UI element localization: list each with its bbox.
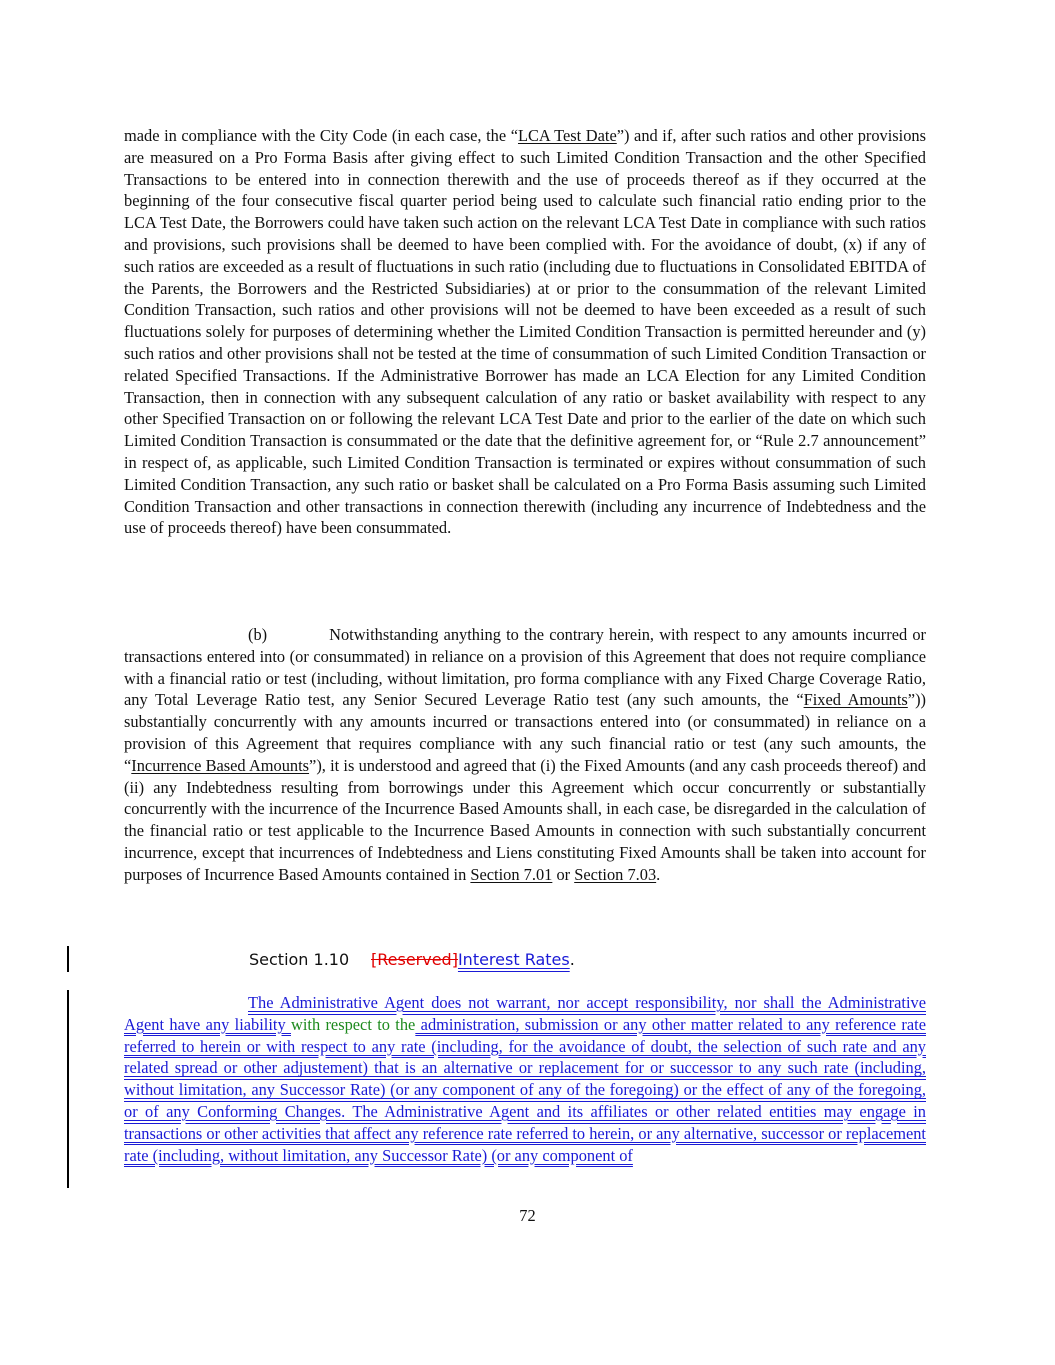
clause-label: (b) <box>248 625 268 644</box>
section-reference-7-03: Section 7.03 <box>574 864 657 884</box>
text-run: . <box>656 864 661 884</box>
inserted-text: administration, submission or any other matter related to any reference rate referred to herein or with respect to any rate (including, for the avoidance of doubt, the selection of such rate and any related spread or other adjustement) that is an alternative or replacement for or successor to any such rate (including, without limitation, any Successor Rate) (or any component of any of the foregoing) or the effect of any of the foregoing, or of any Conforming Changes. The Administrative Agent and its affiliates or other related entities may engage in transactions or other activities that affect any reference rate referred to herein, or any alternative, successor or replacement rate (including, without limitation, any Successor Rate) (or any component of <box>124 1014 926 1165</box>
text-run: Notwithstanding anything to the contrary herein, with respect to any amounts incurred or transactions entered into (or consummated) in reliance on a provision of this Agreement that does not require compliance with a financial ratio or test (including, without limitation, pro forma compliance with any Fixed Charge Coverage Ratio, any Total Leverage Ratio test, any Senior Secured Leverage Ratio test (any such amounts, the “ <box>124 625 926 710</box>
section-reference-7-01: Section 7.01 <box>470 864 553 884</box>
paragraph-lca-test-date <box>124 125 926 539</box>
section-number: Section 1.10 <box>249 950 350 969</box>
page-number: 72 <box>519 1206 536 1225</box>
defined-term-fixed-amounts: Fixed Amounts <box>803 690 908 710</box>
text-run: ”)) substantially concurrently with any amounts incurred or transactions entered into (or consummated) in reliance on a provision of this Agreement that requires compliance with any such financial ratio or test (any such amounts, the “ <box>124 690 926 775</box>
text-run: or <box>552 864 575 884</box>
text-run: ”), it is understood and agreed that (i) the Fixed Amounts (and any cash proceeds thereof) and (ii) any Indebtedness resulting from borrowings under this Agreement which occur concurrently or substantially concurrently with the incurrence of the Incurrence Based Amounts shall, in each case, be disregarded in the calculation of the financial ratio or test applicable to the Incurrence Based Amounts in connection with such substantially concurrent incurrence, except that incurrences of Indebtedness and Liens constituting Fixed Amounts shall be taken into account for purposes of Incurrence Based Amounts contained in <box>124 755 926 884</box>
paragraph-text <box>124 125 926 539</box>
text-run: ”) and if, after such ratios and other provisions are measured on a Pro Forma Basis after giving effect to such Limited Condition Transaction and the other Specified Transactions to be entered into in connection therewith and the use of proceeds thereof as if they occurred at the beginning of the four consecutive fiscal quarter period being used to calculate such financial ratio ending prior to the LCA Test Date, the Borrowers could have taken such action on the relevant LCA Test Date in compliance with such ratios and provisions, such provisions shall be deemed to have been complied with. For the avoidance of doubt, (x) if any of such ratios are exceeded as a result of fluctuations in such ratio (including due to fluctuations in Consolidated EBITDA of the Parents, the Borrowers and the Restricted Subsidiaries) at or prior to the consummation of the relevant Limited Condition Transaction, such ratios and other provisions will not be deemed to have been exceeded as a result of such fluctuations solely for purposes of determining whether the Limited Condition Transaction is permitted hereunder and (y) such ratios and other provisions shall not be tested at the time of consummation of such Limited Condition Transaction or related Specified Transactions. If the Administrative Borrower has made an LCA Election for any Limited Condition Transaction, then in connection with any subsequent calculation of any ratio or basket availability with respect to any other Specified Transaction on or following the relevant LCA Test Date and prior to the earlier of the date on which such Limited Condition Transaction is consummated or the date that the definitive agreement for, or “Rule 2.7 announcement” in respect of, as applicable, such Limited Condition Transaction is terminated or expires without consummation of such Limited Condition Transaction, any such ratio or basket shall be calculated on a Pro Forma Basis assuming such Limited Condition Transaction and other transactions in connection therewith (including any incurrence of Indebtedness and the use of proceeds thereof) have been consummated. <box>124 126 927 538</box>
inserted-section-title: Interest Rates <box>457 950 570 969</box>
defined-term-incurrence-based-amounts: Incurrence Based Amounts <box>131 755 310 775</box>
paragraph-b-fixed-amounts <box>124 624 926 886</box>
moved-text: with respect to the <box>291 1014 416 1034</box>
paragraph-interest-rates-inserted <box>124 992 926 1166</box>
defined-term-lca-test-date: LCA Test Date <box>517 126 617 145</box>
section-period: . <box>569 950 575 969</box>
inserted-text: The Administrative Agent does not warrant, nor accept responsibility, nor shall the Administrative Agent have any liability <box>124 993 926 1034</box>
deleted-section-title: [Reserved] <box>371 950 458 969</box>
change-bar <box>67 946 69 972</box>
paragraph-text <box>124 624 926 886</box>
change-bar <box>67 990 69 1188</box>
section-heading <box>249 948 575 972</box>
text-run: made in compliance with the City Code (in each case, the “ <box>124 126 518 145</box>
paragraph-text <box>124 992 926 1166</box>
